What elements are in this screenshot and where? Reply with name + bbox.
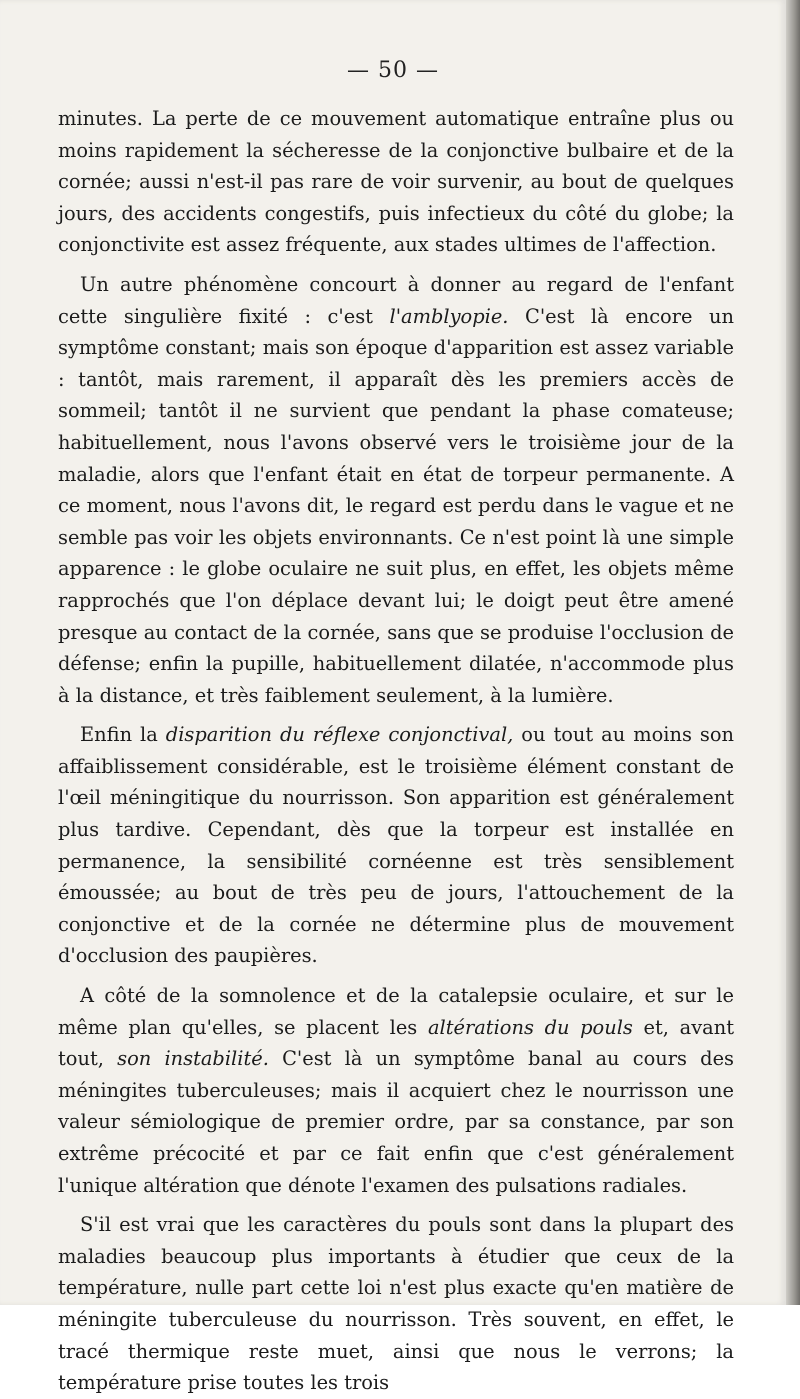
- paragraph-3-italic-reflexe: disparition du réflexe conjonctival,: [165, 723, 514, 747]
- page-edge-shadow: [786, 0, 800, 1305]
- paragraph-4-italic-pouls: altérations du pouls: [427, 1015, 633, 1039]
- paragraph-3-text-a: Enfin la: [80, 723, 166, 747]
- paragraph-4-text-a: A côté de la somnolence et de la catalepsie oculaire, et sur le même plan qu'elles, se placent les: [58, 984, 734, 1039]
- page-number: — 50 —: [347, 58, 439, 83]
- paragraph-4-text-c: C'est là un symptôme banal au cours des méningites tuberculeuses; mais il acquiert chez le nourrisson une valeur sémiologique de premier ordre, par sa constance, par son extrême précocité et par ce fait enfin que c'est généralement l'unique altération que dénote l'examen des pulsations radiales.: [58, 1047, 735, 1197]
- paragraph-2-text-a: Un autre phénomène concourt à donner au regard de l'enfant cette singulière fixité : c'est: [58, 272, 734, 328]
- paragraph-5-text: S'il est vrai que les caractères du pouls sont dans la plupart des maladies beaucoup plus importants à étudier que ceux de la température, nulle part cette loi n'est plus exacte qu'en matière de méningite tuberculeuse du nourrisson. Très souvent, en effet, le tracé thermique reste muet, ainsi que nous le verrons; la température prise toutes les trois: [58, 1213, 734, 1395]
- paragraph-2-italic-amblyopie: l'amblyopie.: [389, 304, 509, 328]
- paragraph-2: [58, 269, 734, 711]
- paragraph-3-text-b: ou tout au moins son affaiblissement considérable, est le troisième élément constant de l'œil méningitique du nourrisson. Son apparition est généralement plus tardive. Cependant, dès que la torpeur est installée en permanence, la sensibilité cornéenne est très sensiblement émoussée; au bout de très peu de jours, l'attouchement de la conjonctive et de la cornée ne détermine plus de mouvement d'occlusion des paupières.: [58, 723, 734, 968]
- body-text: [58, 103, 734, 1399]
- paragraph-5: [58, 1209, 734, 1399]
- paragraph-4-italic-instabilite: son instabilité.: [117, 1047, 269, 1071]
- paragraph-1: [58, 103, 734, 261]
- paragraph-4: [58, 980, 734, 1201]
- paragraph-2-text-b: C'est là encore un symptôme constant; mais son époque d'apparition est assez variable : tantôt, mais rarement, il apparaît dès les premiers accès de sommeil; tantôt il ne survient que pendant la phase comateuse; habituellement, nous l'avons observé vers le troisième jour de la maladie, alors que l'enfant était en état de torpeur permanente. A ce moment, nous l'avons dit, le regard est perdu dans le vague et ne semble pas voir les objets environnants. Ce n'est point là une simple apparence : le globe oculaire ne suit plus, en effet, les objets même rapprochés que l'on déplace devant lui; le doigt peut être amené presque au contact de la cornée, sans que se produise l'occlusion de défense; enfin la pupille, habituellement dilatée, n'accommode plus à la distance, et très faiblement seulement, à la lumière.: [58, 304, 734, 707]
- paragraph-3: [58, 719, 734, 972]
- paragraph-1-text: minutes. La perte de ce mouvement automatique entraîne plus ou moins rapidement la sécheresse de la conjonctive bulbaire et de la cornée; aussi n'est-il pas rare de voir survenir, au bout de quelques jours, des accidents congestifs, puis infectieux du côté du globe; la conjonctivite est assez fréquente, aux stades ultimes de l'affection.: [58, 107, 734, 257]
- paragraph-4-text-b: et, avant tout,: [58, 1015, 734, 1071]
